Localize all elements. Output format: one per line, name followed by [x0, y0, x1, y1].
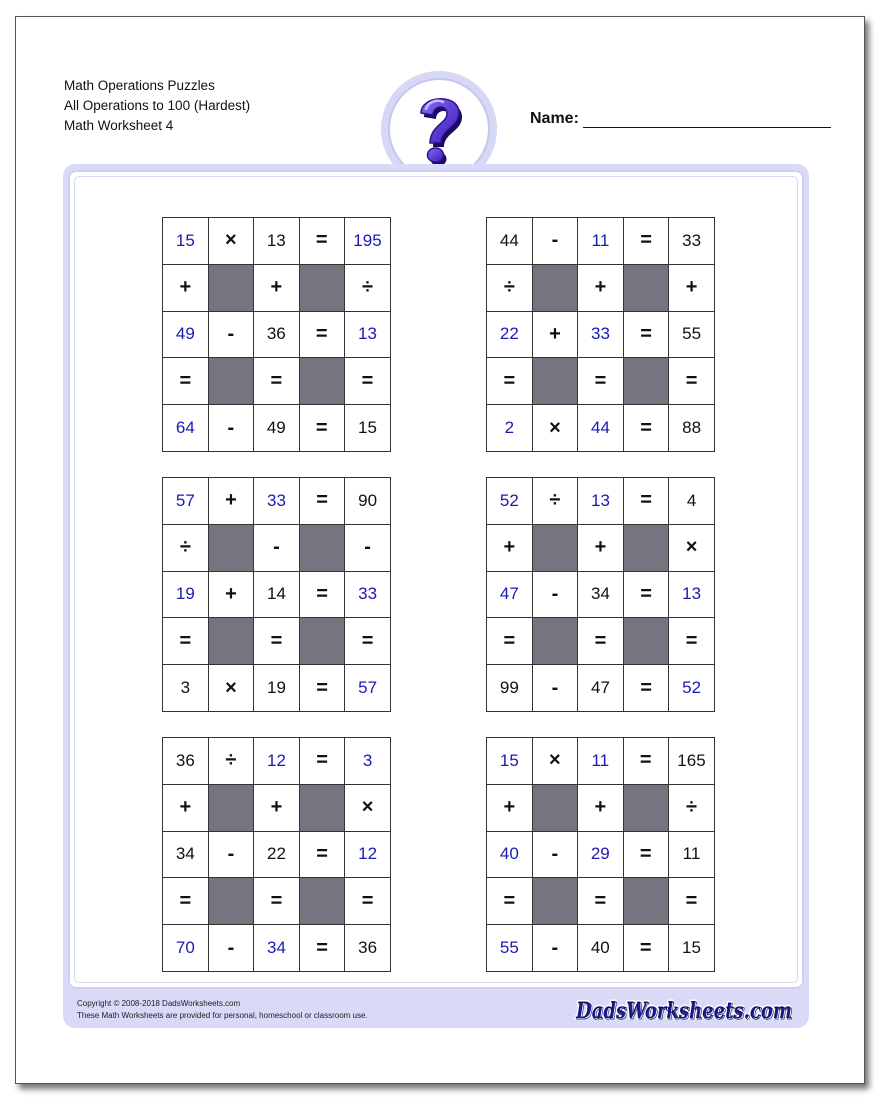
puzzle-row	[487, 925, 715, 972]
operator-cell: +	[578, 524, 624, 571]
operator-cell: +	[669, 264, 715, 311]
puzzle-row	[163, 831, 391, 878]
number-cell: 34	[163, 831, 209, 878]
answer-cell[interactable]: 2	[487, 405, 533, 452]
equals-cell: =	[669, 618, 715, 665]
answer-cell[interactable]: 11	[578, 218, 624, 265]
equals-cell: =	[254, 618, 300, 665]
answer-cell[interactable]: 15	[487, 738, 533, 785]
operator-cell: ×	[669, 524, 715, 571]
operator-cell: +	[253, 264, 299, 311]
answer-cell[interactable]: 44	[578, 405, 624, 452]
number-cell: 36	[163, 738, 209, 785]
equals-cell: =	[487, 358, 533, 405]
puzzle-row	[163, 925, 391, 972]
operator-cell: -	[208, 405, 253, 452]
answer-cell[interactable]: 13	[669, 571, 715, 618]
answer-cell[interactable]: 40	[487, 831, 533, 878]
answer-cell[interactable]: 52	[669, 665, 715, 712]
equals-cell: =	[623, 571, 668, 618]
number-cell: 44	[487, 218, 533, 265]
equals-cell: =	[487, 878, 533, 925]
equals-cell: =	[163, 618, 209, 665]
blocked-cell	[299, 264, 344, 311]
operator-cell: -	[532, 571, 577, 618]
equals-cell: =	[299, 218, 344, 265]
answer-cell[interactable]: 33	[254, 478, 300, 525]
operator-cell: ×	[345, 784, 391, 831]
blocked-cell	[208, 524, 253, 571]
blocked-cell	[532, 264, 577, 311]
number-cell: 99	[487, 665, 533, 712]
puzzle-row	[163, 738, 391, 785]
equals-cell: =	[623, 831, 668, 878]
blocked-cell	[532, 784, 577, 831]
number-cell: 15	[344, 405, 390, 452]
name-field-line[interactable]	[583, 127, 831, 128]
operator-cell: ÷	[487, 264, 533, 311]
puzzle-row	[487, 618, 715, 665]
equals-cell: =	[487, 618, 533, 665]
operator-cell: -	[532, 925, 577, 972]
operator-cell: +	[163, 264, 209, 311]
operator-cell: +	[208, 571, 253, 618]
equals-cell: =	[623, 665, 668, 712]
blocked-cell	[208, 358, 253, 405]
blocked-cell	[299, 784, 344, 831]
operator-cell: ÷	[344, 264, 390, 311]
operator-cell: -	[532, 831, 577, 878]
operator-cell: -	[532, 665, 577, 712]
blocked-cell	[623, 618, 668, 665]
answer-cell[interactable]: 57	[345, 665, 391, 712]
puzzle-row	[487, 358, 715, 405]
blocked-cell	[299, 524, 344, 571]
operator-cell: -	[208, 925, 253, 972]
equals-cell: =	[299, 405, 344, 452]
number-cell: 36	[253, 311, 299, 358]
number-cell: 49	[253, 405, 299, 452]
worksheet-title: Math Operations Puzzles	[64, 78, 215, 93]
answer-cell[interactable]: 3	[345, 738, 391, 785]
number-cell: 33	[669, 218, 715, 265]
operator-cell: +	[487, 784, 533, 831]
answer-cell[interactable]: 13	[344, 311, 390, 358]
blocked-cell	[623, 878, 668, 925]
puzzle-row	[487, 738, 715, 785]
equals-cell: =	[253, 358, 299, 405]
equals-cell: =	[299, 738, 344, 785]
operator-cell: ÷	[163, 524, 209, 571]
number-cell: 90	[345, 478, 391, 525]
answer-cell[interactable]: 64	[163, 405, 209, 452]
blocked-cell	[623, 784, 668, 831]
equals-cell: =	[299, 478, 344, 525]
puzzle-row	[163, 665, 391, 712]
answer-cell[interactable]: 12	[345, 831, 391, 878]
answer-cell[interactable]: 34	[254, 925, 300, 972]
equals-cell: =	[345, 878, 391, 925]
puzzle-row	[487, 264, 715, 311]
puzzle-row	[487, 478, 715, 525]
svg-text:DadsWorksheets.com: DadsWorksheets.com	[576, 999, 793, 1024]
number-cell: 13	[253, 218, 299, 265]
equals-cell: =	[623, 311, 668, 358]
equals-cell: =	[345, 618, 391, 665]
operator-cell: -	[345, 524, 391, 571]
equals-cell: =	[578, 618, 624, 665]
answer-cell[interactable]: 47	[487, 571, 533, 618]
puzzle-row	[487, 831, 715, 878]
answer-cell[interactable]: 15	[163, 218, 209, 265]
copyright-text: Copyright © 2008-2018 DadsWorksheets.com	[77, 999, 241, 1008]
name-label: Name:	[530, 110, 579, 127]
operator-cell: -	[208, 311, 253, 358]
puzzle-row	[487, 405, 715, 452]
answer-cell[interactable]: 195	[344, 218, 390, 265]
number-cell: 14	[254, 571, 300, 618]
number-cell: 40	[577, 925, 623, 972]
operator-cell: +	[487, 524, 533, 571]
operator-cell: ×	[532, 405, 577, 452]
number-cell: 165	[668, 738, 714, 785]
puzzle-grid-4	[486, 477, 715, 712]
footer-text	[77, 998, 368, 1022]
puzzle-row	[163, 358, 391, 405]
puzzle-row	[163, 524, 391, 571]
puzzle-row	[487, 878, 715, 925]
operator-cell: ×	[208, 665, 253, 712]
answer-cell[interactable]: 11	[577, 738, 623, 785]
puzzle-grid-6	[486, 737, 715, 972]
worksheet-subtitle: All Operations to 100 (Hardest)	[64, 98, 251, 113]
number-cell: 36	[345, 925, 391, 972]
equals-cell: =	[623, 478, 668, 525]
operator-cell: ÷	[532, 478, 577, 525]
answer-cell[interactable]: 70	[163, 925, 209, 972]
blocked-cell	[623, 524, 668, 571]
puzzle-row	[163, 618, 391, 665]
puzzle-grid-3	[162, 477, 391, 712]
answer-cell[interactable]: 49	[163, 311, 209, 358]
operator-cell: -	[208, 831, 253, 878]
blocked-cell	[623, 358, 668, 405]
equals-cell: =	[299, 831, 344, 878]
brand-logo	[572, 992, 798, 1024]
blocked-cell	[299, 358, 344, 405]
puzzle-row	[163, 218, 391, 265]
equals-cell: =	[299, 311, 344, 358]
blocked-cell	[532, 358, 577, 405]
puzzle-row	[163, 478, 391, 525]
operator-cell: ×	[208, 218, 253, 265]
equals-cell: =	[623, 405, 668, 452]
puzzle-row	[487, 665, 715, 712]
number-cell: 55	[669, 311, 715, 358]
number-cell: 15	[668, 925, 714, 972]
puzzle-grid-1	[162, 217, 391, 452]
answer-cell[interactable]: 19	[163, 571, 209, 618]
equals-cell: =	[578, 358, 624, 405]
answer-cell[interactable]: 57	[163, 478, 209, 525]
operator-cell: +	[532, 311, 577, 358]
operator-cell: +	[208, 478, 253, 525]
puzzle-grid-5	[162, 737, 391, 972]
operator-cell: ÷	[668, 784, 714, 831]
number-cell: 11	[668, 831, 714, 878]
answer-cell[interactable]: 12	[254, 738, 300, 785]
equals-cell: =	[623, 925, 668, 972]
equals-cell: =	[669, 358, 715, 405]
equals-cell: =	[163, 878, 209, 925]
blocked-cell	[299, 878, 344, 925]
number-cell: 34	[578, 571, 624, 618]
operator-cell: ×	[532, 738, 577, 785]
worksheet-number: Math Worksheet 4	[64, 118, 174, 133]
equals-cell: =	[623, 218, 668, 265]
equals-cell: =	[299, 925, 344, 972]
number-cell: 3	[163, 665, 209, 712]
number-cell: 22	[254, 831, 300, 878]
answer-cell[interactable]: 29	[577, 831, 623, 878]
puzzle-grid-2	[486, 217, 715, 452]
blocked-cell	[532, 878, 577, 925]
blocked-cell	[208, 618, 253, 665]
operator-cell: -	[254, 524, 300, 571]
blocked-cell	[208, 264, 253, 311]
operator-cell: -	[532, 218, 577, 265]
number-cell: 4	[669, 478, 715, 525]
operator-cell: +	[163, 784, 209, 831]
answer-cell[interactable]: 22	[487, 311, 533, 358]
operator-cell: ÷	[208, 738, 253, 785]
svg-text:DadsWorksheets.com: DadsWorksheets.com	[575, 998, 792, 1024]
equals-cell: =	[254, 878, 300, 925]
operator-cell: +	[577, 784, 623, 831]
puzzle-row	[163, 405, 391, 452]
blocked-cell	[532, 524, 577, 571]
operator-cell: +	[254, 784, 300, 831]
operator-cell: +	[578, 264, 624, 311]
puzzle-row	[487, 311, 715, 358]
answer-cell[interactable]: 33	[345, 571, 391, 618]
equals-cell: =	[163, 358, 209, 405]
blocked-cell	[532, 618, 577, 665]
answer-cell[interactable]: 55	[487, 925, 533, 972]
puzzle-row	[163, 264, 391, 311]
number-cell: 88	[669, 405, 715, 452]
puzzle-row	[163, 784, 391, 831]
equals-cell: =	[668, 878, 714, 925]
equals-cell: =	[577, 878, 623, 925]
equals-cell: =	[623, 738, 668, 785]
equals-cell: =	[299, 665, 344, 712]
answer-cell[interactable]: 13	[578, 478, 624, 525]
usage-notice: These Math Worksheets are provided for personal, homeschool or classroom use.	[77, 1011, 368, 1020]
equals-cell: =	[344, 358, 390, 405]
number-cell: 19	[254, 665, 300, 712]
answer-cell[interactable]: 33	[578, 311, 624, 358]
blocked-cell	[299, 618, 344, 665]
number-cell: 47	[578, 665, 624, 712]
puzzle-row	[487, 571, 715, 618]
blocked-cell	[208, 784, 253, 831]
puzzle-row	[163, 571, 391, 618]
equals-cell: =	[299, 571, 344, 618]
puzzle-row	[487, 218, 715, 265]
puzzle-row	[163, 311, 391, 358]
blocked-cell	[623, 264, 668, 311]
blocked-cell	[208, 878, 253, 925]
puzzle-row	[163, 878, 391, 925]
puzzle-row	[487, 784, 715, 831]
answer-cell[interactable]: 52	[487, 478, 533, 525]
puzzle-row	[487, 524, 715, 571]
